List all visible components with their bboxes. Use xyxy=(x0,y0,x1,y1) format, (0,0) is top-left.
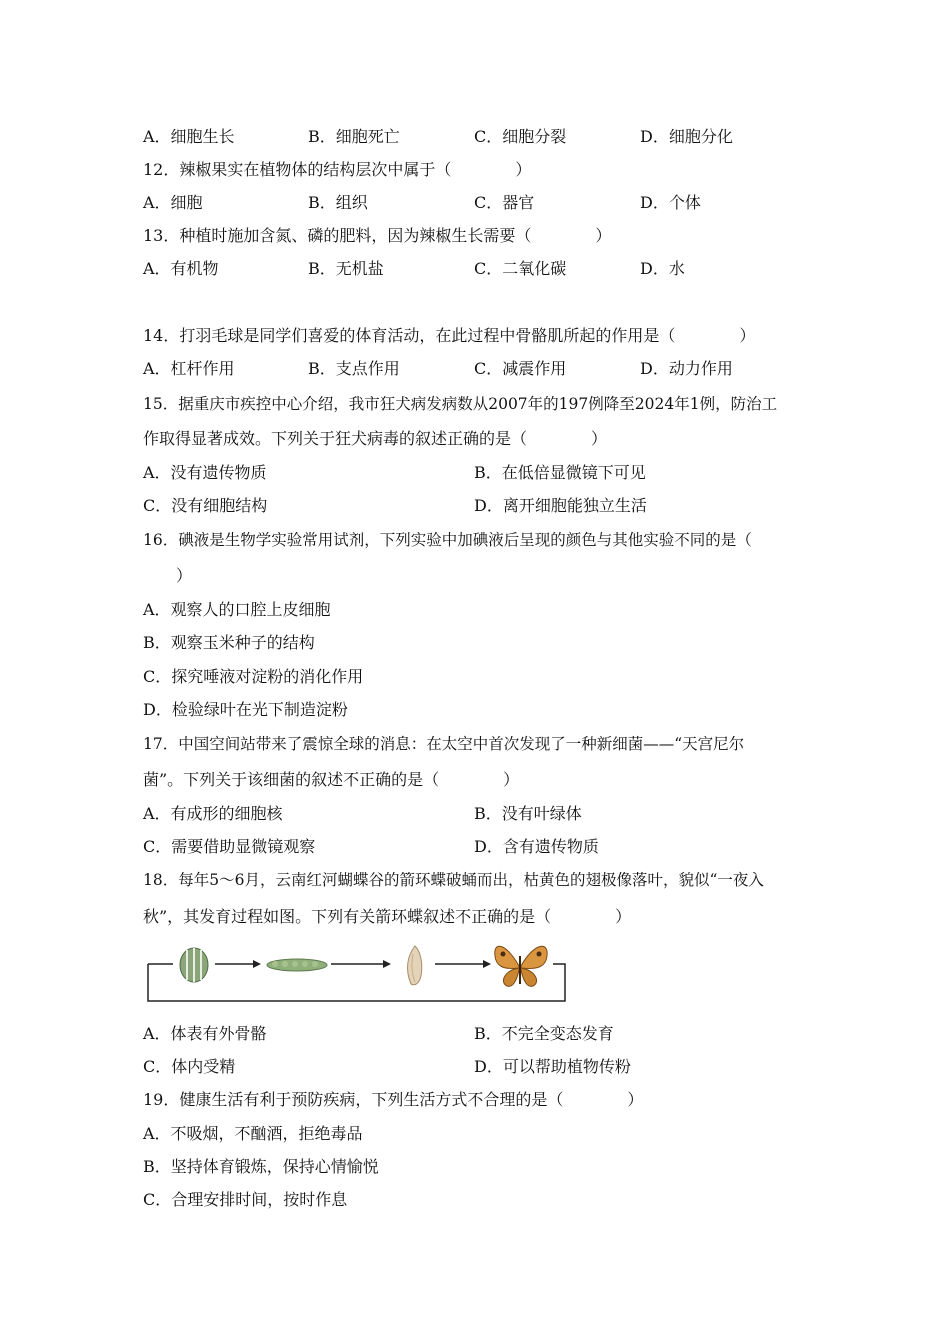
q12-option-a: A．细胞 xyxy=(143,193,203,212)
cycle-return-line xyxy=(148,964,565,1001)
q16-option-b: B．观察玉米种子的结构 xyxy=(143,633,315,652)
q13-stem: 13．种植时施加含氮、磷的肥料，因为辣椒生长需要（ ） xyxy=(143,226,612,245)
q12-stem: 12．辣椒果实在植物体的结构层次中属于（ ） xyxy=(143,160,532,179)
q14-option-c: C．减震作用 xyxy=(474,359,567,378)
pupa-icon xyxy=(408,946,422,985)
q14-option-d: D．动力作用 xyxy=(640,359,733,378)
q19-option-b: B．坚持体育锻炼，保持心情愉悦 xyxy=(143,1157,379,1176)
q14-option-a: A．杠杆作用 xyxy=(143,359,235,378)
q11-option-a: A．细胞生长 xyxy=(143,127,235,146)
q18-option-c: C．体内受精 xyxy=(143,1057,236,1076)
q14-option-b: B．支点作用 xyxy=(308,359,400,378)
q18-option-b: B．不完全变态发育 xyxy=(474,1024,614,1043)
egg-icon xyxy=(180,948,208,982)
q17-stem-line2: 菌”。下列关于该细菌的叙述不正确的是（ ） xyxy=(143,770,520,789)
q17-option-c: C．需要借助显微镜观察 xyxy=(143,837,316,856)
q15-option-b: B．在低倍显微镜下可见 xyxy=(474,463,646,482)
q17-option-d: D．含有遗传物质 xyxy=(474,837,599,856)
q17-option-a: A．有成形的细胞核 xyxy=(143,804,283,823)
q13-option-b: B．无机盐 xyxy=(308,259,384,278)
arrow-3-icon xyxy=(435,960,491,968)
q15-option-d: D．离开细胞能独立生活 xyxy=(474,496,647,515)
q19-option-c: C．合理安排时间，按时作息 xyxy=(143,1190,348,1209)
q17-stem-line1: 17．中国空间站带来了震惊全球的消息：在太空中首次发现了一种新细菌——“天宫尼尔 xyxy=(143,735,745,753)
q11-option-c: C．细胞分裂 xyxy=(474,127,567,146)
q15-option-a: A．没有遗传物质 xyxy=(143,463,267,482)
q13-option-a: A．有机物 xyxy=(143,259,219,278)
q18-option-d: D．可以帮助植物传粉 xyxy=(474,1057,631,1076)
butterfly-life-cycle-diagram xyxy=(145,940,570,1004)
arrow-2-icon xyxy=(331,960,391,968)
q16-option-d: D．检验绿叶在光下制造淀粉 xyxy=(143,700,348,719)
q12-option-b: B．组织 xyxy=(308,193,368,212)
q11-option-d: D．细胞分化 xyxy=(640,127,733,146)
q12-option-d: D．个体 xyxy=(640,193,701,212)
q15-stem-line2: 作取得显著成效。下列关于狂犬病毒的叙述正确的是（ ） xyxy=(143,429,608,448)
q16-stem-line2: ） xyxy=(176,566,193,585)
q14-stem: 14．打羽毛球是同学们喜爱的体育活动，在此过程中骨骼肌所起的作用是（ ） xyxy=(143,326,756,345)
q16-stem-line1: 16．碘液是生物学实验常用试剂，下列实验中加碘液后呈现的颜色与其他实验不同的是（ xyxy=(143,531,752,549)
q13-option-d: D．水 xyxy=(640,259,685,278)
q12-option-c: C．器官 xyxy=(474,193,535,212)
q15-option-c: C．没有细胞结构 xyxy=(143,496,268,515)
arrow-1-icon xyxy=(215,960,261,968)
q11-option-b: B．细胞死亡 xyxy=(308,127,400,146)
q16-option-a: A．观察人的口腔上皮细胞 xyxy=(143,600,331,619)
q18-option-a: A．体表有外骨骼 xyxy=(143,1024,267,1043)
q15-stem-line1: 15．据重庆市疾控中心介绍，我市狂犬病发病数从2007年的197例降至2024年1例，防治工 xyxy=(143,395,778,413)
q18-stem-line2: 秋”，其发育过程如图。下列有关箭环蝶叙述不正确的是（ ） xyxy=(143,907,632,926)
q17-option-b: B．没有叶绿体 xyxy=(474,804,582,823)
q13-option-c: C．二氧化碳 xyxy=(474,259,567,278)
q19-option-a: A．不吸烟，不酗酒，拒绝毒品 xyxy=(143,1124,363,1143)
butterfly-icon xyxy=(495,946,547,986)
larva-icon xyxy=(267,959,327,971)
q16-option-c: C．探究唾液对淀粉的消化作用 xyxy=(143,667,364,686)
q18-stem-line1: 18．每年5～6月，云南红河蝴蝶谷的箭环蝶破蛹而出，枯黄色的翅极像落叶，貌似“一夜入 xyxy=(143,871,764,889)
q19-stem: 19．健康生活有利于预防疾病，下列生活方式不合理的是（ ） xyxy=(143,1090,644,1109)
